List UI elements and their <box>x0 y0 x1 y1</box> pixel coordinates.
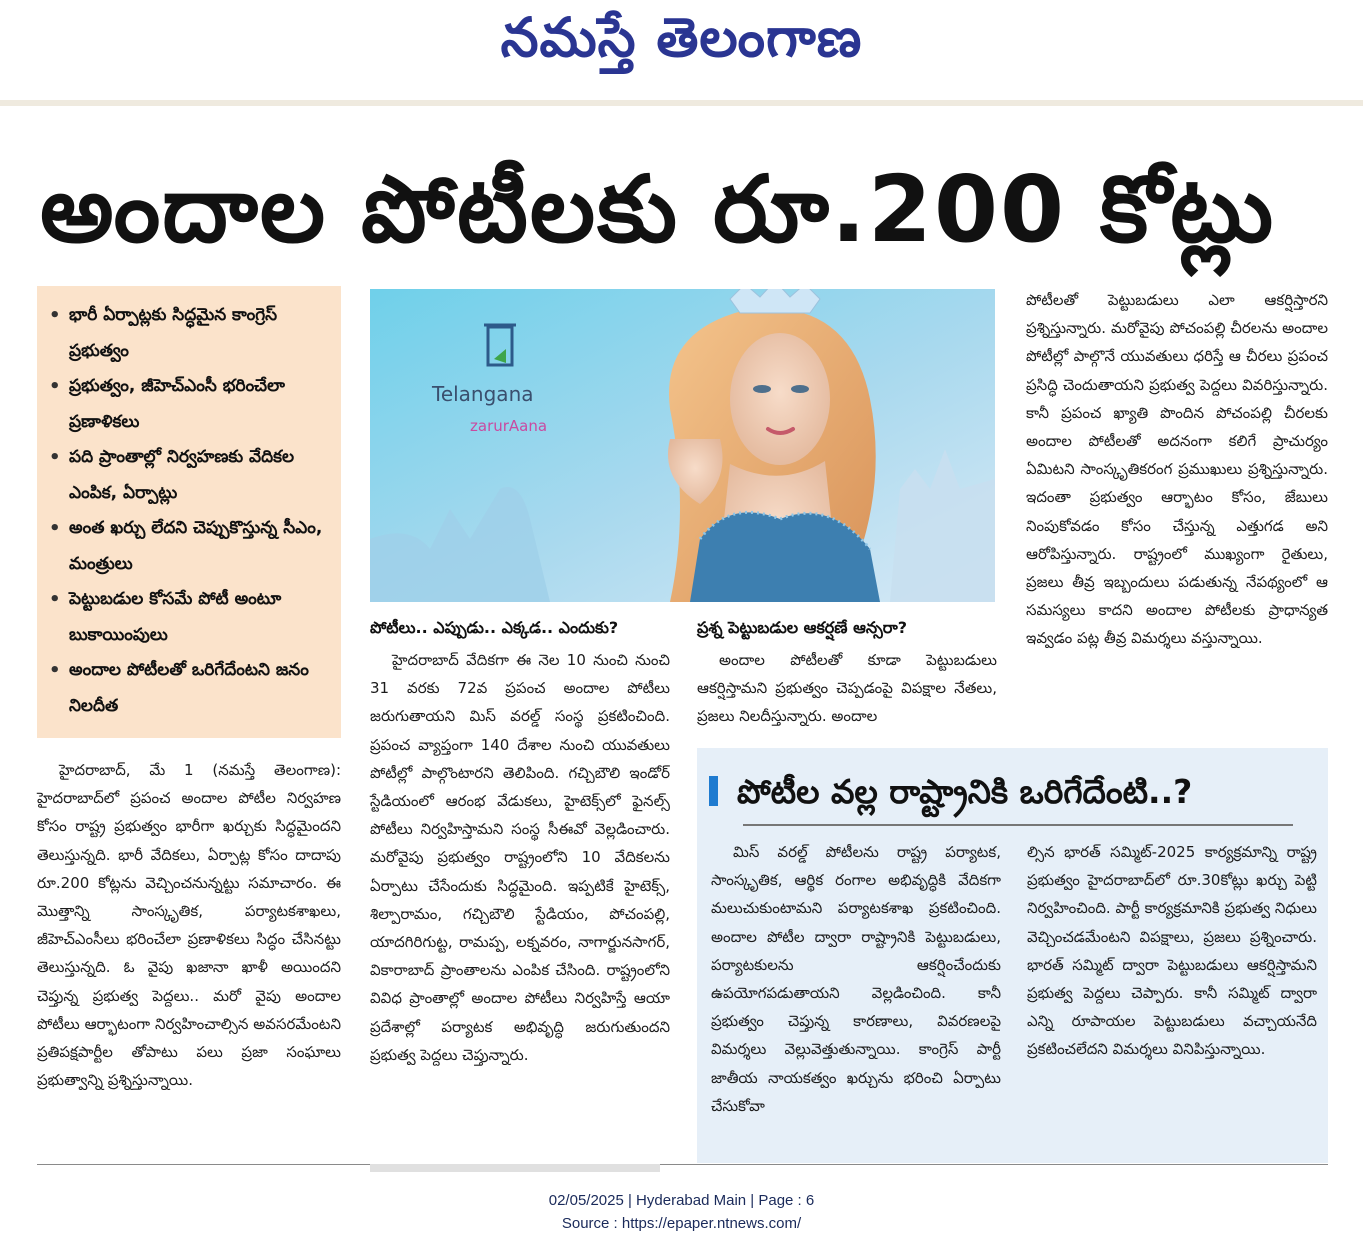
article-column-4 <box>1026 286 1328 653</box>
highlight-item: • అందాల పోటీలతో ఒరిగేదేంటని జనం నిలదీత <box>49 653 331 724</box>
sidebar-column-left <box>711 838 1001 1120</box>
brand-text-line1: Telangana <box>432 382 534 406</box>
brand-text-line2: zarurAana <box>470 417 548 435</box>
bullet-icon: • <box>49 518 61 539</box>
bullet-icon: • <box>49 660 61 681</box>
sidebar-box <box>697 748 1328 1163</box>
sidebar-marker-icon <box>709 776 718 806</box>
article-paragraph: అందాల పోటీలతో కూడా పెట్టుబడులు ఆకర్షిస్తామని ప్రభుత్వం చెప్పడంపై విపక్షాల నేతలు, ప్రజలు నిలదీస్తున్నారు. అందాల <box>697 651 997 726</box>
bullet-icon: • <box>49 376 61 397</box>
article-paragraph: హైదరాబాద్ వేదికగా ఈ నెల 10 నుంచి నుంచి 31 వరకు 72వ ప్రపంచ అందాల పోటీలు జరుగుతాయని మిస్ వరల్డ్ సంస్థ ప్రకటించింది. ప్రపంచ వ్యాప్తంగా 140 దేశాల నుంచి యువతులు పోటీల్లో పాల్గొంటారని తెలిపింది. గచ్చిబౌలి ఇండోర్ స్టేడియంలో ఆరంభ వేడుకలు, హైటెక్స్‌లో ఫైనల్స్ పోటీలు నిర్వహిస్తామని సంస్థ సీఈవో వెల్లడించారు. మరోవైపు ప్రభుత్వం రాష్ట్రంలోని 10 వేదికలను ఏర్పాటు చేసేందుకు సిద్ధమైంది. ఇప్పటికే హైటెక్స్, శిల్పారామం, గచ్చిబౌలి స్టేడియం, పోచంపల్లి, యాదగిరిగుట్ట, రామప్ప, లక్నవరం, నాగార్జునసాగర్, వికారాబాద్ ప్రాంతాలను ఎంపిక చేసింది. రాష్ట్రంలోని వివిధ ప్రాంతాల్లో అందాల పోటీలు నిర్వహిస్తే ఆయా ప్రదేశాల్లో పర్యాటక అభివృద్ధి జరుగుతుందని ప్రభుత్వ పెద్దలు చెప్తున్నారు. <box>370 651 670 1064</box>
sidebar-title: పోటీల వల్ల రాష్ట్రానికి ఒరిగేదేంటి..? <box>737 772 1193 811</box>
masthead <box>0 0 1363 100</box>
bullet-icon: • <box>49 305 61 326</box>
bottom-divider <box>37 1164 1328 1165</box>
bullet-icon: • <box>49 447 61 468</box>
highlight-item: • భారీ ఏర్పాట్లకు సిద్ధమైన కాంగ్రెస్ ప్రభుత్వం <box>49 298 331 369</box>
subhead-investment-question: ప్రశ్న పెట్టుబడుల ఆకర్షణే ఆన్సరా? <box>697 618 908 637</box>
masthead-divider <box>0 100 1363 106</box>
image-strip <box>370 1164 660 1172</box>
article-column-2 <box>370 646 670 1069</box>
subhead-when-where-why: పోటీలు.. ఎప్పుడు.. ఎక్కడ.. ఎందుకు? <box>370 618 619 637</box>
highlight-item: • అంత ఖర్చు లేదని చెప్పుకొస్తున్న సీఎం, మంత్రులు <box>49 511 331 582</box>
sidebar-column-right <box>1027 838 1317 1064</box>
highlights-box <box>37 286 341 738</box>
article-column-1 <box>37 756 341 1094</box>
article-column-3 <box>697 646 997 731</box>
article-photo <box>370 289 995 602</box>
article-paragraph: మిస్ వరల్డ్ పోటీలను రాష్ట్ర పర్యాటక, సాంస్కృతిక, ఆర్థిక రంగాల అభివృద్ధికి వేదికగా మలుచుకుంటామని పర్యాటకశాఖ ప్రకటించింది. అందాల పోటీల ద్వారా రాష్ట్రానికి పెట్టుబడులు, పర్యాటకులను ఆకర్షించేందుకు ఉపయోగపడుతాయని వెల్లడించింది. కానీ ప్రభుత్వం చెప్తున్న కారణాలు, వివరణలపై విమర్శలు వెల్లువెత్తుతున్నాయి. కాంగ్రెస్ పార్టీ జాతీయ నాయకత్వం ఖర్చును భరించి ఏర్పాటు చేసుకోవా <box>711 843 1001 1115</box>
footer-source-link[interactable]: Source : https://epaper.ntnews.com/ <box>561 1215 802 1232</box>
article-paragraph: హైదరాబాద్, మే 1 (నమస్తే తెలంగాణ): హైదరాబాద్‌లో ప్రపంచ అందాల పోటీల నిర్వహణ కోసం రాష్ట్ర ప్రభుత్వం భారీగా ఖర్చుకు సిద్ధమైందని తెలుస్తున్నది. భారీ వేదికలు, ఏర్పాట్ల కోసం దాదాపు రూ.200 కోట్లను వెచ్చించనున్నట్టు సమాచారం. ఈ మొత్తాన్ని సాంస్కృతిక, పర్యాటకశాఖలు, జీహెచ్ఎంసీలు భరించేలా ప్రణాళికలు సిద్ధం చేసినట్టు తెలుస్తున్నది. ఓ వైపు ఖజానా ఖాళీ అయిందని చెప్తున్న ప్రభుత్వ పెద్దలు.. మరో వైపు అందాల పోటీలు ఆర్భాటంగా నిర్వహించాల్సిన అవసరమేంటని ప్రతిపక్షపార్టీల తోపాటు పలు ప్రజా సంఘాలు ప్రభుత్వాన్ని ప్రశ్నిస్తున్నాయి. <box>37 761 341 1090</box>
footer-edition-info: 02/05/2025 | Hyderabad Main | Page : 6 <box>548 1192 815 1209</box>
highlight-item: • పది ప్రాంతాల్లో నిర్వహణకు వేదికల ఎంపిక, ఏర్పాట్లు <box>49 440 331 511</box>
bullet-icon: • <box>49 589 61 610</box>
headline: అందాల పోటీలకు రూ.200 కోట్లు <box>40 156 1276 263</box>
sidebar-divider <box>743 824 1293 826</box>
article-paragraph: పోటీలతో పెట్టుబడులు ఎలా ఆకర్షిస్తారని ప్రశ్నిస్తున్నారు. మరోవైపు పోచంపల్లి చీరలను అందాల పోటీల్లో పాల్గొనే యువతులు ధరిస్తే ఆ చీరలు ప్రపంచ ప్రసిద్ధి చెందుతాయని ప్రభుత్వ పెద్దలు వివరిస్తున్నారు. కానీ ప్రపంచ ఖ్యాతి పొందిన పోచంపల్లి చీరలకు అందాల పోటీలతో అదనంగా కలిగే ప్రాచుర్యం ఏమిటని సాంస్కృతికరంగ ప్రముఖులు ప్రశ్నిస్తున్నారు. ఇదంతా ప్రభుత్వం ఆర్భాటం కోసం, జేబులు నింపుకోవడం కోసం చేస్తున్న ఎత్తుగడ అని ఆరోపిస్తున్నారు. రాష్ట్రంలో ముఖ్యంగా రైతులు, ప్రజలు తీవ్ర ఇబ్బందులు పడుతున్న నేపథ్యంలో ఆ సమస్యలు కాదని అందాల పోటీలకు ప్రాధాన్యత ఇవ్వడం పట్ల తీవ్ర విమర్శలు వస్తున్నాయి. <box>1026 291 1328 648</box>
highlight-item: • పెట్టుబడుల కోసమే పోటీ అంటూ బుకాయింపులు <box>49 582 331 653</box>
newspaper-logo: నమస్తే తెలంగాణ <box>500 6 863 69</box>
highlight-item: • ప్రభుత్వం, జీహెచ్ఎంసీ భరించేలా ప్రణాళికలు <box>49 369 331 440</box>
article-paragraph: ల్సిన భారత్ సమ్మిట్-2025 కార్యక్రమాన్ని రాష్ట్ర ప్రభుత్వం హైదరాబాద్‌లో రూ.30కోట్లు ఖర్చు పెట్టి నిర్వహించింది. పార్టీ కార్యక్రమానికి ప్రభుత్వ నిధులు వెచ్చించడమేంటని విపక్షాలు, ప్రజలు ప్రశ్నించారు. భారత్ సమ్మిట్ ద్వారా పెట్టుబడులు ఆకర్షిస్తామని ప్రభుత్వ పెద్దలు చెప్పారు. కానీ సమ్మిట్ ద్వారా ఎన్ని రూపాయల పెట్టుబడులు వచ్చాయనేది ప్రకటించలేదని విమర్శలు వినిపిస్తున్నాయి. <box>1027 843 1318 1059</box>
